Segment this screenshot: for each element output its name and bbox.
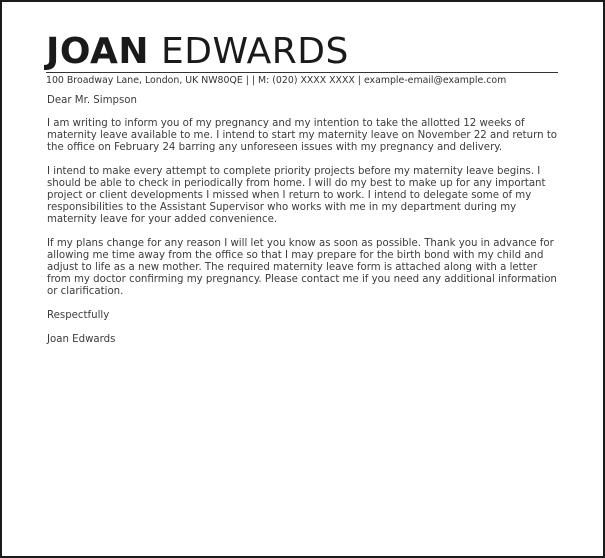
salutation: Dear Mr. Simpson xyxy=(47,95,137,106)
sender-last-name: EDWARDS xyxy=(160,31,349,72)
signature: Joan Edwards xyxy=(47,334,116,345)
closing: Respectfully xyxy=(47,310,110,321)
paragraph-plans: If my plans change for any reason I will let you know as soon as possible. Thank you in advance for allowing me time away from the office so that I may prepare for the birth bond with my child and adjust to life as a new mother. The required maternity leave form is attached along with a letter from my doctor confirming my pregnancy. Please contact me if you need any additional information or clarification. xyxy=(47,238,557,297)
paragraph-intent: I am writing to inform you of my pregnancy and my intention to take the allotted 12 weeks of maternity leave available to me. I intend to start my maternity leave on November 22 and return to the office on February 24 barring any unforeseen issues with my pregnancy and delivery. xyxy=(47,118,558,153)
contact-line: 100 Broadway Lane, London, UK NW80QE | | M: (020) XXXX XXXX | example-email@example.com xyxy=(46,75,507,86)
paragraph-projects: I intend to make every attempt to complete priority projects before my maternity leave begins. I should be able to check in periodically from home. I will do my best to make up for any important project or client developments I missed when I return to work. I intend to delegate some of my responsibilities to the Assistant Supervisor who works with me in my department during my maternity leave for your added convenience. xyxy=(47,166,546,225)
letter-header xyxy=(46,32,561,88)
letter-body xyxy=(47,95,562,346)
sender-first-name: JOAN xyxy=(46,31,150,72)
header-divider xyxy=(46,72,558,73)
sender-name xyxy=(46,32,561,72)
